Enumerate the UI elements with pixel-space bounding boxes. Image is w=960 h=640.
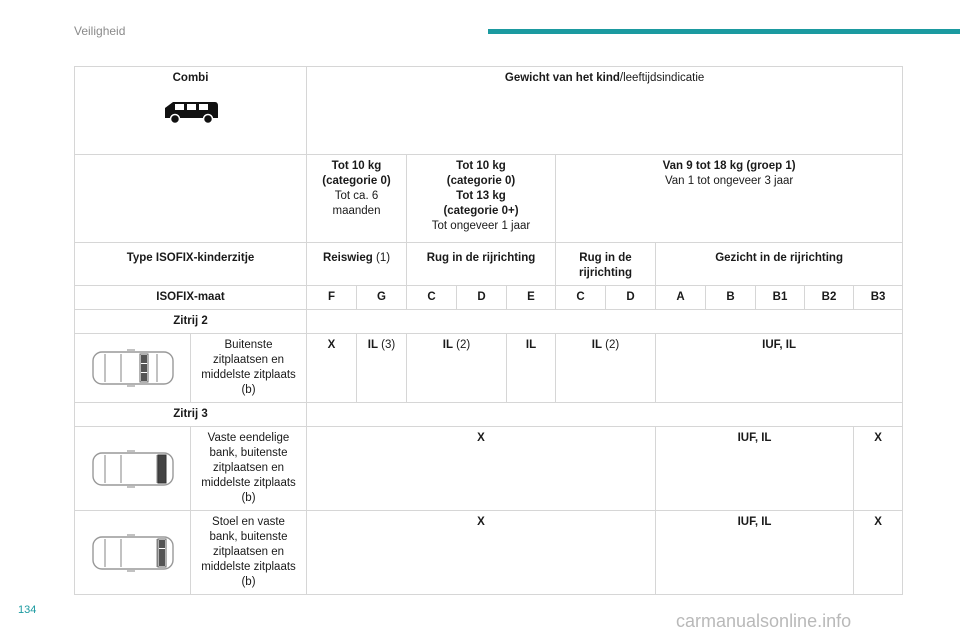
weight-label-normal: /leeftijdsindicatie <box>619 72 705 84</box>
reiswieg-cell: Reiswieg (1) <box>307 243 407 286</box>
type-label: Type ISOFIX-kinderzitje <box>75 243 307 286</box>
size-cell: B1 <box>756 286 805 310</box>
value-cell: X <box>307 334 357 403</box>
car-topview-row3-seat-icon <box>91 531 175 575</box>
seat-diagram-cell <box>75 511 191 595</box>
value-cell: X <box>307 427 656 511</box>
seat-diagram-cell <box>75 427 191 511</box>
empty-cell <box>307 403 903 427</box>
value-cell: IL (2) <box>407 334 507 403</box>
value-cell: IUF, IL <box>656 427 854 511</box>
table-row <box>75 155 903 243</box>
category-cell-1: Tot 10 kg (categorie 0) Tot ca. 6 maanden <box>307 155 407 243</box>
weight-header <box>307 67 903 155</box>
value-cell: IL (3) <box>357 334 407 403</box>
seat-description: Buitenste zitplaatsen en middelste zitplaats (b) <box>191 334 307 403</box>
size-cell: B2 <box>805 286 854 310</box>
combi-label: Combi <box>172 72 209 84</box>
size-cell: C <box>556 286 606 310</box>
size-cell: E <box>507 286 556 310</box>
value-cell: X <box>854 511 903 595</box>
rug-rijrichting-cell: Rug in de rijrichting <box>407 243 556 286</box>
seat-description: Stoel en vaste bank, buitenste zitplaatsen en middelste zitplaats (b) <box>191 511 307 595</box>
seat-description: Vaste eendelige bank, buitenste zitplaatsen en middelste zitplaats (b) <box>191 427 307 511</box>
value-cell: IUF, IL <box>656 334 903 403</box>
seat-diagram-cell <box>75 334 191 403</box>
combi-cell <box>75 67 307 155</box>
size-cell: A <box>656 286 706 310</box>
value-cell: X <box>854 427 903 511</box>
category-cell-2: Tot 10 kg (categorie 0) Tot 13 kg (categorie 0+) Tot ongeveer 1 jaar <box>407 155 556 243</box>
page-number: 134 <box>18 604 37 616</box>
rug-de-rijrichting-cell: Rug in de rijrichting <box>556 243 656 286</box>
size-cell: B3 <box>854 286 903 310</box>
value-cell: IL <box>507 334 556 403</box>
table-row <box>75 310 903 334</box>
gezicht-cell: Gezicht in de rijrichting <box>656 243 903 286</box>
watermark: carmanualsonline.info <box>676 611 852 631</box>
value-cell: X <box>307 511 656 595</box>
size-cell: D <box>606 286 656 310</box>
table-row <box>75 427 903 511</box>
category-cell-3: Van 9 tot 18 kg (groep 1) Van 1 tot ongeveer 3 jaar <box>556 155 903 243</box>
section-title: Veiligheid <box>74 24 126 38</box>
empty-cell <box>75 155 307 243</box>
table-row <box>75 286 903 310</box>
row-title-zitrij-2: Zitrij 2 <box>75 310 307 334</box>
van-side-icon <box>161 96 221 126</box>
value-cell: IUF, IL <box>656 511 854 595</box>
table-row <box>75 67 903 155</box>
table-row <box>75 511 903 595</box>
header-accent-bar <box>488 29 960 34</box>
table-row <box>75 403 903 427</box>
car-topview-row3-bench-icon <box>91 447 175 491</box>
table-row <box>75 334 903 403</box>
size-cell: C <box>407 286 457 310</box>
size-cell: B <box>706 286 756 310</box>
isofix-table <box>74 66 903 595</box>
size-cell: D <box>457 286 507 310</box>
weight-label-bold: Gewicht van het kind <box>504 72 620 84</box>
row-title-zitrij-3: Zitrij 3 <box>75 403 307 427</box>
empty-cell <box>307 310 903 334</box>
car-topview-row2-icon <box>91 346 175 390</box>
size-cell: G <box>357 286 407 310</box>
size-cell: F <box>307 286 357 310</box>
table-row <box>75 243 903 286</box>
maat-label: ISOFIX-maat <box>75 286 307 310</box>
value-cell: IL (2) <box>556 334 656 403</box>
